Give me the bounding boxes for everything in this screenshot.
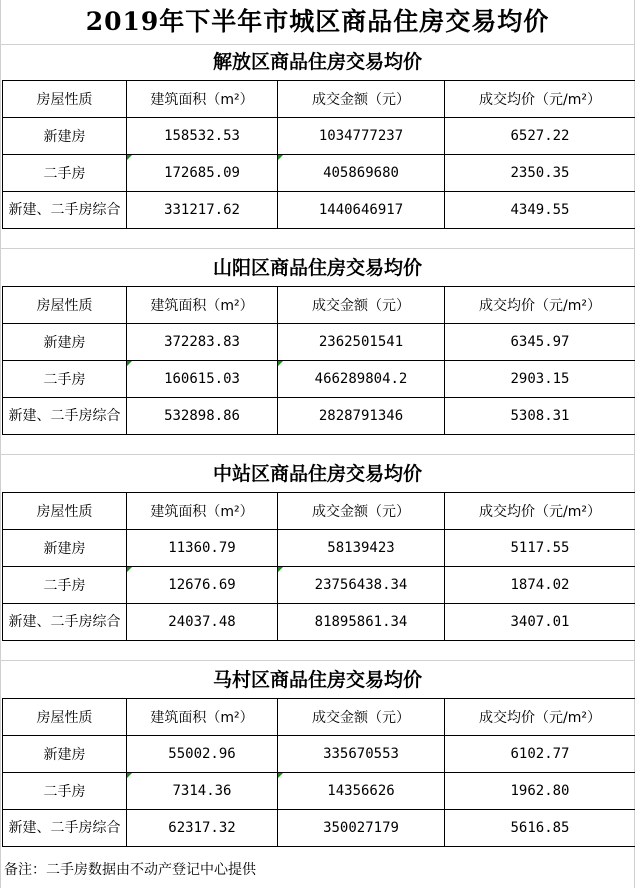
header-area: 建筑面积（m²） [127,493,278,530]
cell-area: 7314.36 [127,773,278,810]
cell-type: 新建房 [3,118,127,155]
cell-type: 新建房 [3,324,127,361]
cell-type: 新建、二手房综合 [3,810,127,847]
header-amount: 成交金额（元） [278,699,445,736]
cell-price: 6527.22 [445,118,635,155]
table-shanyang [2,286,635,435]
cell-price: 1874.02 [445,567,635,604]
table-header-row [3,493,635,530]
cell-area: 158532.53 [127,118,278,155]
divider [0,660,635,661]
cell-amount: 23756438.34 [278,567,445,604]
header-area: 建筑面积（m²） [127,81,278,118]
header-type: 房屋性质 [3,287,127,324]
header-price: 成交均价（元/m²） [445,493,635,530]
table-row [3,604,635,641]
cell-amount: 2362501541 [278,324,445,361]
district-title-jiefang: 解放区商品住房交易均价 [212,51,422,73]
header-type: 房屋性质 [3,699,127,736]
district-title-zhongzhan: 中站区商品住房交易均价 [212,463,422,485]
cell-type: 二手房 [3,567,127,604]
page-title: 2019年下半年市城区商品住房交易均价 [85,7,550,36]
cell-amount: 350027179 [278,810,445,847]
table-row [3,567,635,604]
cell-price: 6102.77 [445,736,635,773]
cell-area: 331217.62 [127,192,278,229]
table-row [3,530,635,567]
cell-area: 372283.83 [127,324,278,361]
header-amount: 成交金额（元） [278,287,445,324]
table-row [3,736,635,773]
cell-area: 532898.86 [127,398,278,435]
table-zhongzhan [2,492,635,641]
table-row [3,155,635,192]
cell-area: 12676.69 [127,567,278,604]
table-row [3,773,635,810]
cell-amount: 335670553 [278,736,445,773]
table-row [3,324,635,361]
cell-amount: 1440646917 [278,192,445,229]
district-title-shanyang: 山阳区商品住房交易均价 [212,257,422,279]
cell-price: 6345.97 [445,324,635,361]
header-amount: 成交金额（元） [278,493,445,530]
cell-price: 4349.55 [445,192,635,229]
table-row [3,810,635,847]
cell-amount: 405869680 [278,155,445,192]
cell-type: 二手房 [3,773,127,810]
header-area: 建筑面积（m²） [127,699,278,736]
table-header-row [3,287,635,324]
table-macun [2,698,635,847]
cell-area: 172685.09 [127,155,278,192]
table-row [3,361,635,398]
cell-type: 新建、二手房综合 [3,398,127,435]
cell-area: 62317.32 [127,810,278,847]
footnote: 备注：二手房数据由不动产登记中心提供 [4,862,256,878]
cell-type: 新建房 [3,736,127,773]
cell-area: 160615.03 [127,361,278,398]
cell-amount: 81895861.34 [278,604,445,641]
cell-price: 5616.85 [445,810,635,847]
header-amount: 成交金额（元） [278,81,445,118]
header-type: 房屋性质 [3,81,127,118]
cell-area: 11360.79 [127,530,278,567]
cell-amount: 466289804.2 [278,361,445,398]
cell-amount: 2828791346 [278,398,445,435]
cell-price: 2350.35 [445,155,635,192]
cell-type: 新建、二手房综合 [3,192,127,229]
table-row [3,192,635,229]
table-header-row [3,699,635,736]
table-jiefang [2,80,635,229]
cell-type: 二手房 [3,155,127,192]
cell-price: 3407.01 [445,604,635,641]
header-type: 房屋性质 [3,493,127,530]
district-title-macun: 马村区商品住房交易均价 [212,669,422,691]
divider [0,248,635,249]
cell-price: 2903.15 [445,361,635,398]
table-row [3,118,635,155]
cell-amount: 58139423 [278,530,445,567]
header-price: 成交均价（元/m²） [445,699,635,736]
cell-price: 5117.55 [445,530,635,567]
cell-price: 1962.80 [445,773,635,810]
cell-amount: 14356626 [278,773,445,810]
cell-amount: 1034777237 [278,118,445,155]
cell-type: 新建、二手房综合 [3,604,127,641]
cell-area: 24037.48 [127,604,278,641]
cell-price: 5308.31 [445,398,635,435]
table-header-row [3,81,635,118]
cell-type: 新建房 [3,530,127,567]
table-row [3,398,635,435]
header-area: 建筑面积（m²） [127,287,278,324]
divider [0,454,635,455]
cell-type: 二手房 [3,361,127,398]
cell-area: 55002.96 [127,736,278,773]
header-price: 成交均价（元/m²） [445,287,635,324]
header-price: 成交均价（元/m²） [445,81,635,118]
